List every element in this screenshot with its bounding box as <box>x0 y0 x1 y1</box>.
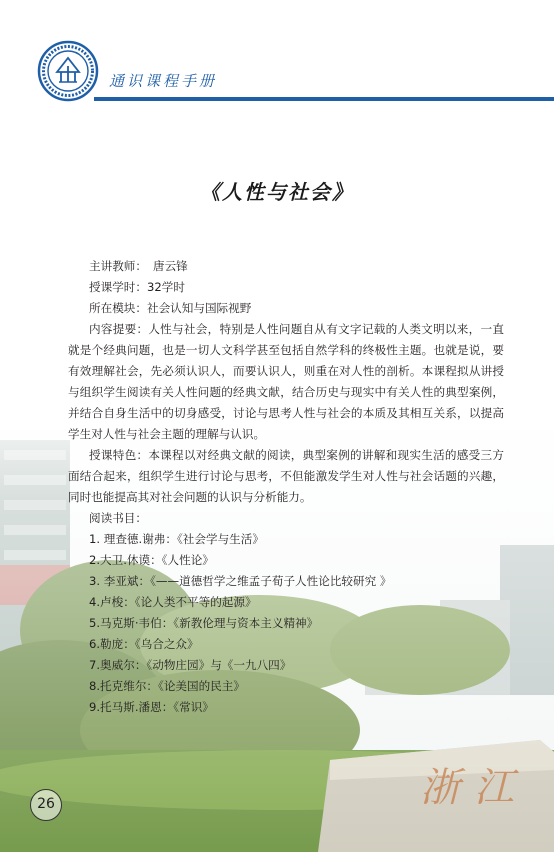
teacher-row <box>68 256 504 277</box>
features-paragraph: 授课特色：本课程以对经典文献的阅读，典型案例的讲解和现实生活的感受三方面结合起来，组织学生进行讨论与思考，不但能激发学生对人性与社会话题的兴趣，同时也能提高其对社会问题的认识与分析能力。 <box>68 448 504 504</box>
hours-row <box>68 277 504 298</box>
reading-item: 3. 李亚斌：《——道德哲学之维孟子荀子人性论比较研究 》 <box>89 574 392 588</box>
module-row <box>68 298 504 319</box>
hours-value: 32学时 <box>146 280 185 294</box>
summary-paragraph: 内容提要：人性与社会，特别是人性问题自从有文字记载的人类文明以来，一直就是个经典问题，也是一切人文科学甚至包括自然学科的终极性主题。也就是说，要有效理解社会，先必须认识人，而要认识人，则重在对人性的剖析。本课程拟从讲授与组织学生阅读有关人性问题的经典文献，结合历史与现实中有关人性的典型案例，并结合自身生活中的切身感受，讨论与思考人性与社会的本质及其相互关系，以提高学生对人性与社会主题的理解与认识。 <box>68 322 504 441</box>
module-value: 社会认知与国际视野 <box>146 301 252 315</box>
teacher-label: 主讲教师： <box>89 259 147 273</box>
module-label: 所在模块： <box>89 301 147 315</box>
page-header <box>0 0 554 120</box>
reading-item: 9.托马斯.潘恩：《常识》 <box>89 700 214 714</box>
reading-item: 1. 理查德.谢弗：《社会学与生活》 <box>89 532 264 546</box>
university-logo <box>37 40 99 102</box>
reading-item: 6.勒庞：《乌合之众》 <box>89 637 199 651</box>
reading-item: 7.奥威尔：《动物庄园》与《一九八四》 <box>89 658 292 672</box>
stone-inscription: 浙江 <box>420 765 528 811</box>
page-number: 26 <box>30 789 62 821</box>
reading-item: 8.托克维尔：《论美国的民主》 <box>89 679 245 693</box>
reading-list <box>68 529 504 718</box>
header-divider <box>94 97 554 101</box>
course-title: 《人性与社会》 <box>200 180 354 204</box>
handbook-title: 通识课程手册 <box>109 72 218 90</box>
reading-item: 5.马克斯·韦伯：《新教伦理与资本主义精神》 <box>89 616 319 630</box>
reading-item: 4.卢梭：《论人类不平等的起源》 <box>89 595 257 609</box>
reading-item: 2.大卫.休谟：《人性论》 <box>89 553 214 567</box>
teacher-value: 唐云锋 <box>152 259 188 273</box>
reading-label: 阅读书目： <box>89 511 147 525</box>
course-content <box>68 256 504 718</box>
hours-label: 授课学时： <box>89 280 147 294</box>
